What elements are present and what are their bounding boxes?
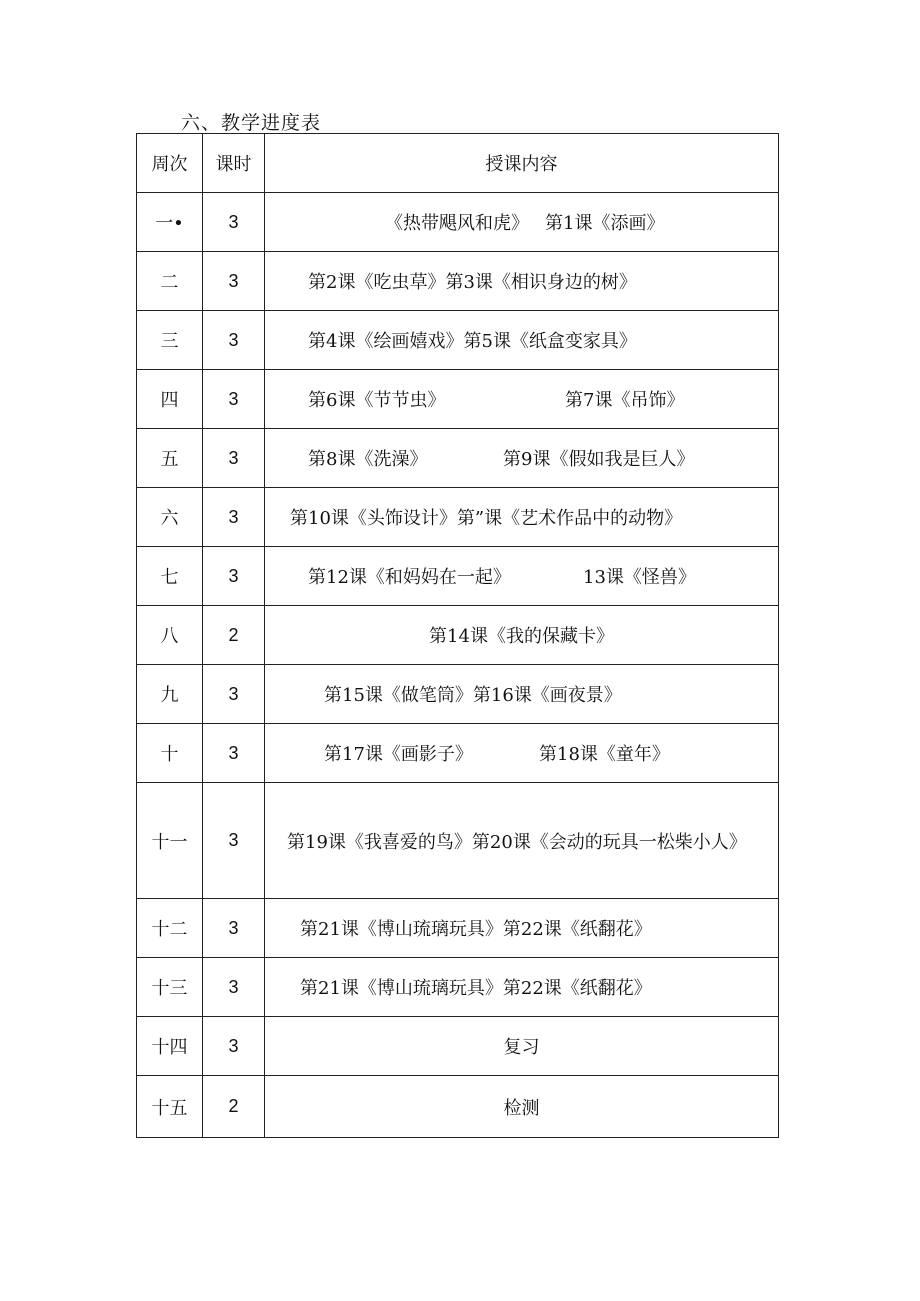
hours-cell: 2	[203, 1076, 265, 1138]
week-cell: 六	[137, 488, 203, 547]
table-row	[137, 783, 779, 899]
week-cell: 十二	[137, 899, 203, 958]
hours-cell: 3	[203, 724, 265, 783]
hours-cell: 3	[203, 311, 265, 370]
content-cell	[265, 370, 779, 429]
week-cell: 九	[137, 665, 203, 724]
week-cell: 五	[137, 429, 203, 488]
hours-cell: 3	[203, 665, 265, 724]
content-cell	[265, 311, 779, 370]
content-segment: 第21课《博山琉璃玩具》第22课《纸翻花》	[300, 919, 652, 940]
week-cell: 十一	[137, 783, 203, 899]
week-cell: 十四	[137, 1017, 203, 1076]
week-cell: 三	[137, 311, 203, 370]
content-segment: 第2课《吃虫草》第3课《相识身边的树》	[308, 272, 637, 293]
content-cell	[265, 783, 779, 899]
content-cell	[265, 1076, 779, 1138]
content-segment: 第7课《吊饰》	[565, 390, 685, 411]
content-segment: 复习	[503, 1037, 540, 1058]
hours-cell: 3	[203, 958, 265, 1017]
content-cell	[265, 252, 779, 311]
content-segment: 第18课《童年》	[539, 744, 670, 765]
content-segment: 《热带飓风和虎》	[385, 213, 529, 234]
content-segment: 检测	[503, 1097, 540, 1119]
content-cell	[265, 429, 779, 488]
hours-cell: 3	[203, 899, 265, 958]
content-segment: 第10课《头饰设计》第”课《艺术作品中的动物》	[290, 508, 683, 529]
hours-cell: 3	[203, 547, 265, 606]
content-segment: 第4课《绘画嬉戏》第5课《纸盒变家具》	[308, 331, 637, 352]
week-cell: 七	[137, 547, 203, 606]
content-segment: 第12课《和妈妈在一起》	[308, 567, 511, 588]
week-cell: 四	[137, 370, 203, 429]
hours-cell: 3	[203, 1017, 265, 1076]
table-row	[137, 899, 779, 958]
content-cell	[265, 724, 779, 783]
table-row	[137, 311, 779, 370]
table-row	[137, 488, 779, 547]
content-segment: 第19课《我喜爱的鸟》第20课《会动的玩具一松柴小人》	[287, 831, 747, 853]
content-cell	[265, 547, 779, 606]
page-title: 六、教学进度表	[181, 112, 322, 134]
table-row	[137, 606, 779, 665]
table-row	[137, 958, 779, 1017]
hours-cell: 3	[203, 488, 265, 547]
content-cell	[265, 193, 779, 252]
content-cell	[265, 606, 779, 665]
content-segment: 13课《怪兽》	[583, 567, 696, 588]
header-content: 授课内容	[265, 134, 779, 193]
content-segment: 第8课《洗澡》	[308, 449, 428, 470]
table-row	[137, 1017, 779, 1076]
content-segment: 第21课《博山琉璃玩具》第22课《纸翻花》	[300, 978, 652, 999]
week-cell: 二	[137, 252, 203, 311]
hours-cell: 3	[203, 429, 265, 488]
content-segment: 第15课《做笔筒》第16课《画夜景》	[324, 685, 622, 706]
table-row	[137, 370, 779, 429]
schedule-table	[136, 133, 779, 1138]
content-cell	[265, 665, 779, 724]
content-cell	[265, 958, 779, 1017]
week-cell: 十三	[137, 958, 203, 1017]
table-row	[137, 1076, 779, 1138]
hours-cell: 3	[203, 783, 265, 899]
hours-cell: 3	[203, 193, 265, 252]
header-hours: 课时	[203, 134, 265, 193]
week-cell: 十五	[137, 1076, 203, 1138]
hours-cell: 3	[203, 370, 265, 429]
hours-cell: 3	[203, 252, 265, 311]
table-row	[137, 193, 779, 252]
content-cell	[265, 488, 779, 547]
content-segment: 第6课《节节虫》	[308, 390, 446, 411]
header-row	[137, 134, 779, 193]
content-segment: 第1课《添画》	[545, 213, 665, 234]
content-segment: 第17课《画影子》	[324, 744, 473, 765]
table-row	[137, 429, 779, 488]
header-week: 周次	[137, 134, 203, 193]
week-cell: 一•	[137, 193, 203, 252]
table-row	[137, 724, 779, 783]
week-cell: 十	[137, 724, 203, 783]
content-cell	[265, 899, 779, 958]
content-segment: 第9课《假如我是巨人》	[503, 449, 695, 470]
hours-cell: 2	[203, 606, 265, 665]
table-row	[137, 252, 779, 311]
table-row	[137, 665, 779, 724]
table-row	[137, 547, 779, 606]
content-segment: 第14课《我的保藏卡》	[429, 626, 614, 647]
week-cell: 八	[137, 606, 203, 665]
content-cell	[265, 1017, 779, 1076]
